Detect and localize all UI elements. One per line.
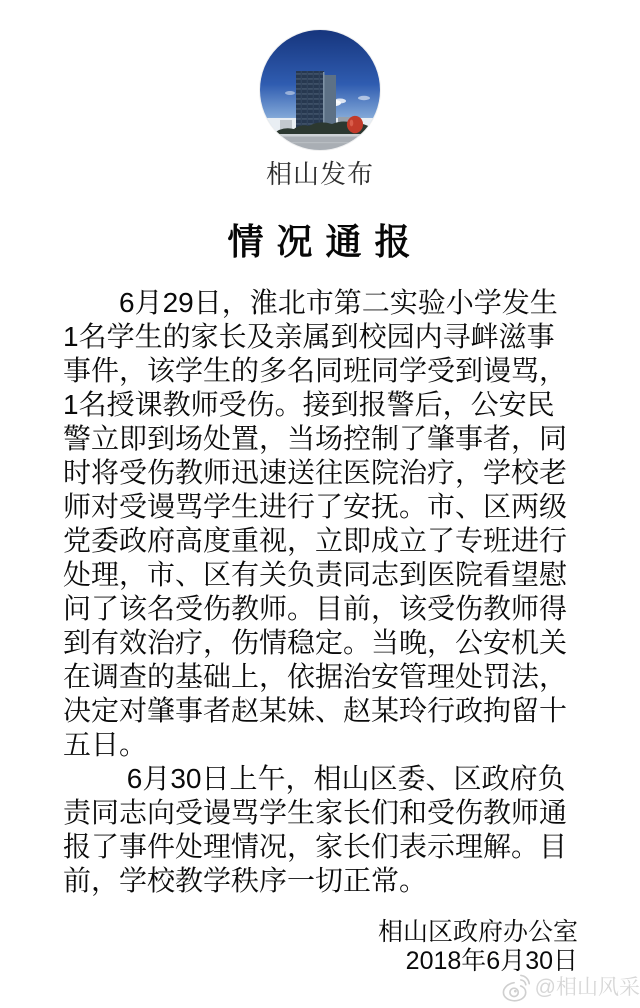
notice-body-line: 时将受伤教师迅速送往医院治疗，学校老 [63,457,568,488]
weibo-icon [501,972,532,1003]
notice-body-line: 五日。 [63,729,148,760]
notice-body-line: 1名授课教师受伤。接到报警后，公安民 [63,389,555,420]
notice-body-line: 在调查的基础上，依据治安管理处罚法， [63,661,568,692]
notice-body [63,286,585,898]
notice-body-line: 处理，市、区有关负责同志到医院看望慰 [63,559,568,590]
account-name: 相山发布 [265,159,374,189]
notice-body-line: 党委政府高度重视，立即成立了专班进行 [63,525,568,556]
notice-body-line: 责同志向受谩骂学生家长们和受伤教师通 [63,797,568,828]
notice-body-line: 1名学生的家长及亲属到校园内寻衅滋事 [63,321,555,352]
notice-title: 情 况 通 报 [227,222,413,262]
notice-body-line: 前，学校教学秩序一切正常。 [63,865,428,896]
signature-office: 相山区政府办公室 [377,918,578,946]
notice-body-line: 到有效治疗，伤情稳定。当晚，公安机关 [63,627,568,658]
notice-body-line: 6月29日，淮北市第二实验小学发生 [63,287,558,318]
notice-body-line: 问了该名受伤教师。目前，该受伤教师得 [63,593,568,624]
notice-body-line: 6月30日上午，相山区委、区政府负 [63,763,566,794]
signature-block [378,918,578,976]
notice-body-line: 师对受谩骂学生进行了安抚。市、区两级 [63,491,568,522]
notice-body-line: 事件，该学生的多名同班同学受到谩骂， [63,355,568,386]
city-skyline-photo [260,30,380,150]
signature-date: 2018年6月30日 [405,947,578,975]
watermark-text: @相山风采 [534,975,640,999]
avatar [260,30,380,150]
notice-body-line: 报了事件处理情况，家长们表示理解。目 [63,831,568,862]
watermark [501,972,640,1003]
notice-body-line: 警立即到场处置，当场控制了肇事者，同 [63,423,568,454]
notice-body-line: 决定对肇事者赵某妹、赵某玲行政拘留十 [63,695,568,726]
